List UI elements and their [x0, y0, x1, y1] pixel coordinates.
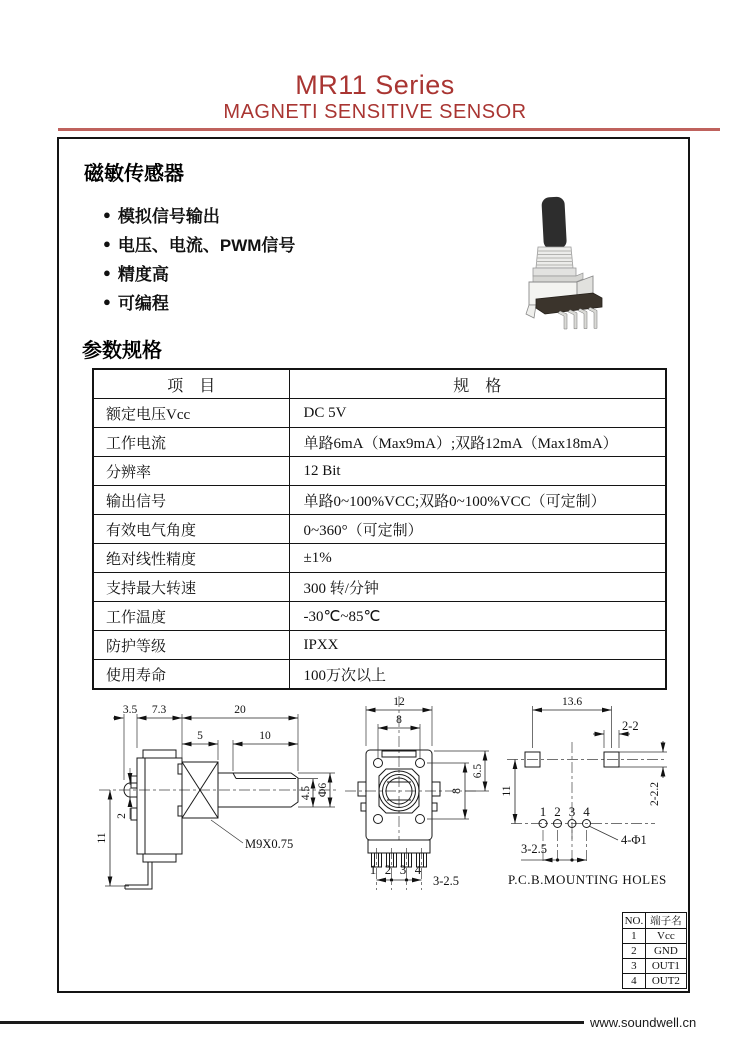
pin-number: 4	[414, 862, 422, 877]
spec-value: ±1%	[289, 544, 666, 573]
dim-label: 3.5	[122, 704, 138, 716]
dim-label: 2	[116, 813, 128, 819]
pin-number: 1	[369, 862, 377, 877]
pin-number: 1	[539, 804, 547, 819]
terminal-no: 1	[623, 929, 646, 944]
terminal-row	[623, 944, 687, 959]
spec-value: 0~360°（可定制）	[289, 515, 666, 544]
feature-text: 电压、电流、PWM信号	[117, 236, 296, 255]
dim-label: 3-2.5	[521, 842, 548, 856]
spec-item: 支持最大转速	[93, 573, 289, 602]
dimension-lines	[366, 710, 485, 882]
pcb-caption: P.C.B.MOUNTING HOLES	[508, 872, 667, 887]
terminal-no: 4	[623, 974, 646, 989]
footer-rule	[0, 1021, 584, 1024]
terminal-row	[623, 929, 687, 944]
feature-item	[103, 229, 295, 258]
dim-label: 11	[96, 832, 108, 844]
dim-label: 8	[396, 714, 402, 726]
header-rule	[58, 128, 720, 131]
spec-item: 防护等级	[93, 631, 289, 660]
spec-value: 300 转/分钟	[289, 573, 666, 602]
spec-item: 使用寿命	[93, 660, 289, 690]
terminal-table	[622, 912, 687, 989]
pin-centerlines	[543, 830, 587, 862]
terminal-row	[623, 974, 687, 989]
spec-row	[93, 486, 666, 515]
spec-table	[92, 368, 667, 690]
spec-value: DC 5V	[289, 399, 666, 428]
drawing-pcb-mounting	[495, 690, 685, 895]
sensor-collar	[533, 268, 576, 276]
spec-item: 分辨率	[93, 457, 289, 486]
dim-label: 7.3	[151, 704, 167, 716]
spec-value: 12 Bit	[289, 457, 666, 486]
dim-label: 5	[197, 730, 203, 742]
spec-row	[93, 428, 666, 457]
dim-label: 2-2.2	[649, 782, 661, 806]
dim-label: 8	[451, 788, 463, 794]
footer-url: www.soundwell.cn	[590, 1015, 697, 1030]
dim-label: 11	[501, 785, 513, 797]
spec-value: 单路6mA（Max9mA）;双路12mA（Max18mA）	[289, 428, 666, 457]
terminal-no: 2	[623, 944, 646, 959]
spec-item: 绝对线性精度	[93, 544, 289, 573]
pin-number: 3	[568, 804, 576, 819]
dim-label: Φ6	[317, 782, 329, 798]
drawing-side-view	[85, 690, 345, 905]
spec-row	[93, 515, 666, 544]
terminal-name: GND	[645, 944, 686, 959]
pin-number: 3	[399, 862, 407, 877]
dim-label: 4.5	[300, 785, 312, 801]
dim-label: 10	[259, 730, 271, 742]
dim-label: 20	[234, 704, 246, 716]
spec-value: IPXX	[289, 631, 666, 660]
bullet-icon: ●	[103, 207, 111, 222]
spec-col-spec: 规 格	[289, 369, 666, 399]
spec-col-item: 项 目	[93, 369, 289, 399]
spec-item: 输出信号	[93, 486, 289, 515]
spec-item: 有效电气角度	[93, 515, 289, 544]
feature-text: 可编程	[117, 294, 169, 313]
pin-number: 4	[583, 804, 590, 819]
front-body-outline	[358, 750, 440, 867]
feature-list	[103, 200, 295, 316]
bullet-icon: ●	[103, 236, 111, 251]
feature-text: 精度高	[117, 265, 169, 284]
spec-row	[93, 573, 666, 602]
spec-item: 工作电流	[93, 428, 289, 457]
spec-item: 工作温度	[93, 602, 289, 631]
terminal-col-no: NO.	[623, 913, 646, 929]
terminal-no: 3	[623, 959, 646, 974]
spec-row	[93, 602, 666, 631]
section-heading-specs: 参数规格	[82, 340, 162, 362]
sensor-shaft	[541, 196, 567, 249]
terminal-name: OUT1	[645, 959, 686, 974]
terminal-name: OUT2	[645, 974, 686, 989]
sensor-foot	[526, 305, 536, 318]
pin-number: 2	[384, 862, 392, 877]
feature-item	[103, 258, 295, 287]
spec-value: 100万次以上	[289, 660, 666, 690]
dim-label: 3-2.5	[433, 874, 460, 888]
extension-lines	[366, 706, 489, 819]
bullet-icon: ●	[103, 294, 111, 309]
feature-item	[103, 287, 295, 316]
spec-item: 额定电压Vcc	[93, 399, 289, 428]
terminal-row	[623, 959, 687, 974]
dim-label: 13.6	[561, 696, 583, 708]
spec-row	[93, 660, 666, 690]
spec-row	[93, 457, 666, 486]
spec-value: -30℃~85℃	[289, 602, 666, 631]
spec-header-row	[93, 369, 666, 399]
section-heading-sensor: 磁敏传感器	[84, 163, 184, 185]
page-subtitle: MAGNETI SENSITIVE SENSOR	[223, 101, 527, 123]
terminal-header-row	[623, 913, 687, 929]
bullet-icon: ●	[103, 265, 111, 280]
dim-label: 6.5	[472, 763, 484, 779]
terminal-col-name: 端子名	[645, 913, 686, 929]
spec-value: 单路0~100%VCC;双路0~100%VCC（可定制）	[289, 486, 666, 515]
spec-row	[93, 544, 666, 573]
spec-row	[93, 399, 666, 428]
dim-label: 2-2	[622, 719, 639, 733]
thread-spec-label: M9X0.75	[245, 837, 294, 851]
dim-label: 4-Φ1	[621, 833, 647, 847]
terminal-name: Vcc	[645, 929, 686, 944]
drawing-front-view	[345, 690, 515, 915]
sensor-body-outline	[124, 750, 298, 889]
dim-label: 12	[393, 696, 405, 708]
feature-item	[103, 200, 295, 229]
feature-text: 模拟信号输出	[117, 207, 220, 226]
spec-row	[93, 631, 666, 660]
pin-number: 2	[554, 804, 561, 819]
page-title: MR11 Series	[295, 70, 455, 100]
product-photo-sensor	[505, 185, 675, 330]
